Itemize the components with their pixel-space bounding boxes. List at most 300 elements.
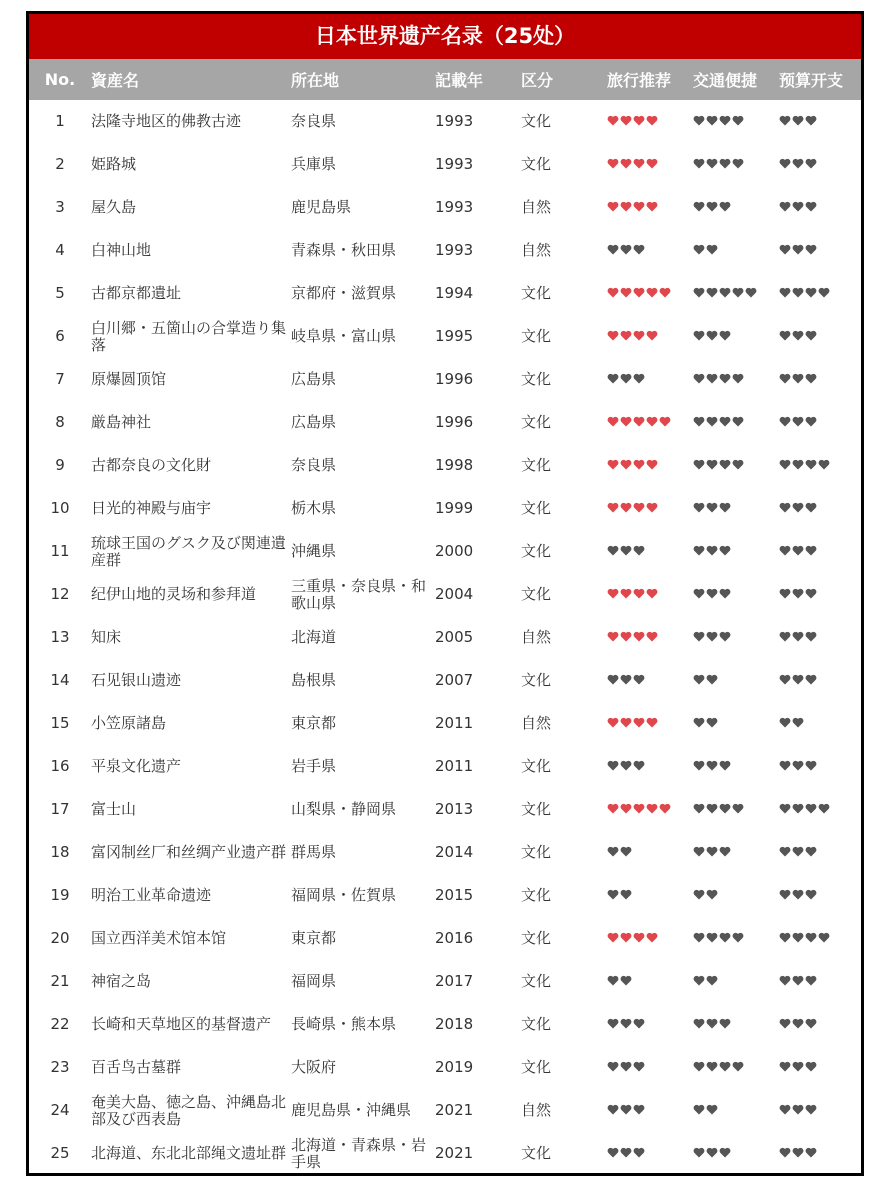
cell-name [91,315,291,358]
heart-icon [706,502,718,513]
heart-icon [607,631,619,642]
cell-location-text: 北海道・青森県・岩手県 [291,1135,427,1171]
heart-icon [620,459,632,470]
heart-icon [779,717,791,728]
heart-icon [706,115,718,126]
heart-icon [633,717,645,728]
heart-icon [706,459,718,470]
heart-icon [646,717,658,728]
cell-name [91,229,291,272]
heart-icon [646,932,658,943]
cell-location [291,659,435,702]
cell-name-text: 知床 [91,628,122,646]
heart-icon [792,1018,804,1029]
heart-icon [620,1018,632,1029]
cell-no-text: 20 [50,929,70,947]
heart-icon [779,846,791,857]
heart-icon [607,330,619,341]
heart-icon [719,416,731,427]
heart-icon [732,803,744,814]
header-type: 区分 [521,71,554,90]
cell-name-text: 奄美大島、徳之島、沖縄島北部及び西表島 [91,1092,287,1128]
heart-icon [805,545,817,556]
travel-rating [607,1104,645,1115]
heart-icon [620,674,632,685]
cell-location-text: 大阪府 [291,1058,337,1076]
cell-location-text: 山梨県・静岡県 [291,800,397,818]
cell-year [435,659,521,702]
heart-icon [620,115,632,126]
budget-rating [779,1104,817,1115]
heart-icon [706,244,718,255]
heart-icon [779,502,791,513]
cell-type-text: 自然 [521,628,552,646]
cell-no-text: 16 [50,757,70,775]
cell-location [291,831,435,874]
cell-no-text: 1 [55,112,65,130]
heart-icon [805,459,817,470]
heart-icon [719,631,731,642]
travel-rating [607,631,658,642]
heart-icon [607,975,619,986]
cell-type [521,616,607,659]
travel-rating [607,760,645,771]
heart-icon [607,459,619,470]
heart-icon [620,631,632,642]
cell-year [435,573,521,616]
heart-icon [633,932,645,943]
heart-icon [693,975,705,986]
heart-icon [792,287,804,298]
cell-year-text: 1996 [435,413,474,431]
heart-icon [719,373,731,384]
cell-name [91,788,291,831]
cell-year-text: 2000 [435,542,474,560]
cell-name [91,272,291,315]
transport-rating [693,459,744,470]
cell-location-text: 東京都 [291,929,337,947]
cell-no [29,1089,91,1132]
heart-icon [633,588,645,599]
header-name: 資産名 [91,71,140,90]
budget-rating [779,244,817,255]
heart-icon [693,631,705,642]
cell-no [29,100,91,143]
cell-location-text: 広島県 [291,413,337,431]
table-body [29,100,861,1175]
cell-location [291,702,435,745]
cell-no-text: 5 [55,284,65,302]
transport-rating [693,287,757,298]
cell-year [435,530,521,573]
heart-icon [693,1061,705,1072]
cell-location-text: 広島県 [291,370,337,388]
heart-icon [693,244,705,255]
header-budget: 预算开支 [779,71,844,90]
cell-location [291,1046,435,1089]
cell-type-text: 文化 [521,155,552,173]
cell-location-text: 長崎県・熊本県 [291,1015,397,1033]
heart-icon [779,201,791,212]
table-row [29,573,861,616]
heart-icon [693,287,705,298]
heart-icon [659,803,671,814]
table-row [29,444,861,487]
cell-no-text: 24 [50,1101,70,1119]
page-title: 日本世界遗产名录（25处） [29,14,861,59]
cell-name [91,831,291,874]
cell-location-text: 京都府・滋賀県 [291,284,397,302]
heart-icon [693,1147,705,1158]
cell-name [91,143,291,186]
travel-rating [607,932,658,943]
cell-year-text: 2007 [435,671,474,689]
heart-icon [693,760,705,771]
heart-icon [706,631,718,642]
heart-icon [620,588,632,599]
heart-icon [620,330,632,341]
table-row [29,1003,861,1046]
budget-rating [779,158,817,169]
budget-rating [779,889,817,900]
cell-name-text: 国立西洋美术馆本馆 [91,929,227,947]
cell-name [91,1003,291,1046]
cell-location-text: 岐阜県・富山県 [291,327,397,345]
heart-icon [646,201,658,212]
heart-icon [646,416,658,427]
table-row [29,1089,861,1132]
travel-rating [607,287,671,298]
cell-type [521,315,607,358]
heart-icon [792,115,804,126]
cell-year [435,702,521,745]
heart-icon [607,502,619,513]
heart-icon [732,158,744,169]
cell-year-text: 2005 [435,628,474,646]
cell-location [291,100,435,143]
table-row [29,745,861,788]
cell-location-text: 岩手県 [291,757,337,775]
heart-icon [805,1018,817,1029]
cell-type-text: 文化 [521,413,552,431]
heart-icon [805,115,817,126]
cell-location [291,917,435,960]
cell-name-text: 平泉文化遗产 [91,757,182,775]
cell-year-text: 2016 [435,929,474,947]
travel-rating [607,1061,645,1072]
heart-icon [607,1018,619,1029]
cell-location-text: 福岡県・佐賀県 [291,886,397,904]
table-row [29,917,861,960]
cell-no-text: 4 [55,241,65,259]
heart-icon [607,545,619,556]
budget-rating [779,330,817,341]
table-row [29,960,861,1003]
transport-rating [693,502,731,513]
cell-type-text: 文化 [521,843,552,861]
heart-icon [719,545,731,556]
cell-year-text: 1994 [435,284,474,302]
heart-icon [620,416,632,427]
cell-no [29,358,91,401]
cell-year-text: 1995 [435,327,474,345]
heart-icon [706,889,718,900]
cell-year [435,186,521,229]
cell-location [291,573,435,616]
cell-no-text: 25 [50,1144,70,1162]
header-row [29,59,861,100]
cell-no [29,401,91,444]
header-travel: 旅行推荐 [607,71,672,90]
cell-no-text: 10 [50,499,70,517]
header-transport: 交通便捷 [693,71,758,90]
heart-icon [633,502,645,513]
heart-icon [633,115,645,126]
cell-type [521,401,607,444]
heart-icon [620,889,632,900]
cell-name-text: 日光的神殿与庙宇 [91,499,212,517]
heart-icon [633,1061,645,1072]
heart-icon [792,244,804,255]
cell-year [435,874,521,917]
cell-no-text: 9 [55,456,65,474]
heart-icon [620,244,632,255]
cell-type-text: 文化 [521,1015,552,1033]
budget-rating [779,416,817,427]
cell-no-text: 17 [50,800,70,818]
heart-icon [805,502,817,513]
cell-no [29,917,91,960]
transport-rating [693,416,744,427]
heart-icon [706,201,718,212]
travel-rating [607,717,658,728]
heart-icon [792,975,804,986]
travel-rating [607,244,645,255]
heart-icon [805,416,817,427]
cell-year [435,315,521,358]
cell-name-text: 白神山地 [91,241,152,259]
cell-year [435,788,521,831]
cell-name-text: 法隆寺地区的佛教古迹 [91,112,242,130]
cell-name [91,186,291,229]
heart-icon [792,1061,804,1072]
heart-icon [792,674,804,685]
heart-icon [706,545,718,556]
heart-icon [620,545,632,556]
heart-icon [779,803,791,814]
cell-name-text: 小笠原諸島 [91,714,167,732]
heart-icon [620,932,632,943]
heart-icon [719,158,731,169]
heart-icon [805,631,817,642]
heart-icon [779,373,791,384]
heart-icon [706,674,718,685]
heart-icon [633,287,645,298]
travel-rating [607,1018,645,1029]
cell-year-text: 2011 [435,757,474,775]
heart-icon [693,717,705,728]
cell-type-text: 自然 [521,198,552,216]
cell-location [291,1089,435,1132]
heart-icon [620,201,632,212]
cell-location-text: 奈良県 [291,456,337,474]
heart-icon [745,287,757,298]
cell-name-text: 白川郷・五箇山の合掌造り集落 [91,318,287,354]
cell-no [29,1132,91,1175]
cell-no [29,444,91,487]
cell-year [435,1132,521,1175]
cell-type [521,530,607,573]
travel-rating [607,416,671,427]
heart-icon [805,846,817,857]
heart-icon [719,1061,731,1072]
cell-name-text: 百舌鸟古墓群 [91,1058,182,1076]
heart-icon [779,416,791,427]
heart-icon [693,459,705,470]
cell-type-text: 文化 [521,1058,552,1076]
transport-rating [693,330,731,341]
heart-icon [693,416,705,427]
travel-rating [607,373,645,384]
heart-icon [620,760,632,771]
cell-location-text: 沖縄県 [291,542,337,560]
budget-rating [779,502,817,513]
cell-location [291,1003,435,1046]
heart-icon [805,1147,817,1158]
heart-icon [633,158,645,169]
heart-icon [706,760,718,771]
cell-location [291,401,435,444]
heart-icon [792,1147,804,1158]
cell-location [291,745,435,788]
heart-icon [779,1147,791,1158]
heart-icon [805,975,817,986]
cell-no [29,702,91,745]
heart-icon [706,416,718,427]
travel-rating [607,846,632,857]
heart-icon [706,846,718,857]
heart-icon [693,545,705,556]
budget-rating [779,846,817,857]
transport-rating [693,1061,744,1072]
cell-no [29,1003,91,1046]
heart-icon [719,588,731,599]
budget-rating [779,717,804,728]
heart-icon [719,330,731,341]
heart-icon [620,287,632,298]
cell-no-text: 19 [50,886,70,904]
cell-location-text: 栃木県 [291,499,337,517]
cell-no [29,745,91,788]
cell-year [435,616,521,659]
cell-type-text: 文化 [521,671,552,689]
cell-type-text: 文化 [521,456,552,474]
heart-icon [607,158,619,169]
cell-no-text: 8 [55,413,65,431]
cell-type [521,186,607,229]
cell-type [521,1003,607,1046]
cell-name [91,100,291,143]
cell-type [521,229,607,272]
cell-type-text: 文化 [521,972,552,990]
heart-icon [732,373,744,384]
heart-icon [719,502,731,513]
cell-location-text: 三重県・奈良県・和歌山県 [291,576,427,612]
cell-type [521,100,607,143]
heart-icon [646,158,658,169]
cell-no [29,272,91,315]
cell-location [291,530,435,573]
cell-no-text: 3 [55,198,65,216]
cell-year-text: 1996 [435,370,474,388]
cell-year-text: 2017 [435,972,474,990]
cell-no [29,143,91,186]
travel-rating [607,330,658,341]
cell-type-text: 自然 [521,714,552,732]
cell-type-text: 文化 [521,499,552,517]
cell-no-text: 23 [50,1058,70,1076]
cell-no [29,960,91,1003]
heart-icon [805,889,817,900]
heart-icon [805,760,817,771]
heart-icon [792,1104,804,1115]
cell-name [91,487,291,530]
cell-no-text: 22 [50,1015,70,1033]
cell-type [521,487,607,530]
heart-icon [792,330,804,341]
cell-location [291,1132,435,1175]
cell-type [521,358,607,401]
heart-icon [779,459,791,470]
cell-location-text: 奈良県 [291,112,337,130]
heart-icon [719,459,731,470]
cell-name [91,358,291,401]
cell-year [435,358,521,401]
heart-icon [805,674,817,685]
table-row [29,616,861,659]
heart-icon [620,803,632,814]
heart-icon [732,932,744,943]
heart-icon [805,1104,817,1115]
heart-icon [779,674,791,685]
cell-no-text: 12 [50,585,70,603]
transport-rating [693,158,744,169]
heart-icon [719,201,731,212]
cell-year-text: 1998 [435,456,474,474]
table-row [29,229,861,272]
table-row [29,831,861,874]
transport-rating [693,373,744,384]
heart-icon [706,373,718,384]
header-year: 記載年 [435,71,484,90]
cell-location-text: 鹿児島県・沖縄県 [291,1101,412,1119]
heart-icon [633,1104,645,1115]
header-location: 所在地 [291,71,340,90]
table-row [29,315,861,358]
header-no: No. [44,70,76,89]
budget-rating [779,1147,817,1158]
cell-no-text: 2 [55,155,65,173]
cell-location [291,272,435,315]
heart-icon [792,588,804,599]
table-row [29,788,861,831]
table-row [29,100,861,143]
cell-no [29,315,91,358]
cell-type-text: 文化 [521,757,552,775]
cell-year-text: 2018 [435,1015,474,1033]
budget-rating [779,803,830,814]
heart-icon [693,158,705,169]
